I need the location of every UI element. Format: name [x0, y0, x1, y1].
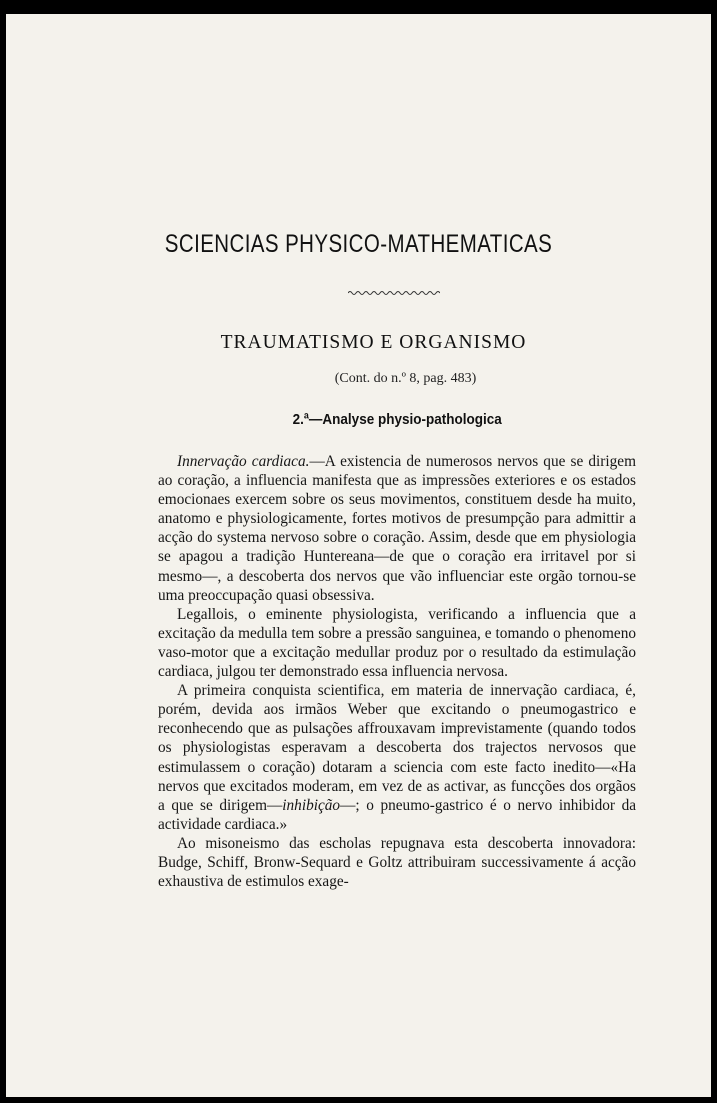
paragraph-italic: inhibição: [282, 796, 341, 814]
article-body: [158, 452, 636, 891]
paragraph: Ao misoneismo das escholas repugnava esta descoberta innovadora: Budge, Schiff, Bronw-Sequard e Goltz attribuiram successivamente á acção exhaustiva de estimulos exage-: [158, 834, 636, 891]
paragraph: [158, 452, 636, 605]
subsection-heading: 2.ª—Analyse physio-pathologica: [292, 411, 502, 428]
article-title: TRAUMATISMO E ORGANISMO: [220, 332, 527, 353]
ornament-divider: [348, 289, 440, 297]
document-page: [6, 6, 711, 1097]
paragraph-text: —A existencia de numerosos nervos que se dirigem ao coração, a influencia manifesta que as impressões exteriores e os estados emocionaes exercem sobre os seus movimentos, constituem desde ha muito, anatomo e physiologicamente, fortes motivos de presumpção para admittir a acção do systema nervoso sobre o coração. Assim, desde que em physiologia se apagou a tradição Huntereana—de que o coração era irritavel por si mesmo—, a descoberta dos nervos que vão influenciar este orgão tornou-se uma preoccupação quasi obsessiva.: [158, 453, 636, 604]
scan-border: [6, 6, 711, 14]
paragraph: [158, 681, 636, 834]
paragraph-lead: Innervação cardiaca.: [177, 453, 310, 470]
section-title: SCIENCIAS PHYSICO-MATHEMATICAS: [164, 230, 553, 258]
paragraph-text: A primeira conquista scientifica, em materia de innervação cardiaca, é, porém, devida aos irmãos Weber que excitando o pneumogastrico e reconhecendo que as pulsações affrouxavam imprevistamente (quando todos os physiologistas esperavam a descoberta dos trajectos nervosos que estimulassem o coração) dotaram a sciencia com este facto inedito—«Ha nervos que excitados moderam, em vez de as activar, as funcções dos orgãos a que se dirigem—: [158, 682, 636, 814]
paragraph-text: —; o pneumo-gastrico é o nervo inhibidor da actividade cardiaca.»: [158, 796, 637, 833]
paragraph: Legallois, o eminente physiologista, verificando a influencia que a excitação da medulla tem sobre a pressão sanguinea, e tomando o phenomeno vaso-motor que a excitação medullar produz por o resultado da estimulação cardiaca, julgou ter demonstrado essa influencia nervosa.: [158, 605, 636, 681]
continuation-note: (Cont. do n.º 8, pag. 483): [334, 371, 477, 386]
